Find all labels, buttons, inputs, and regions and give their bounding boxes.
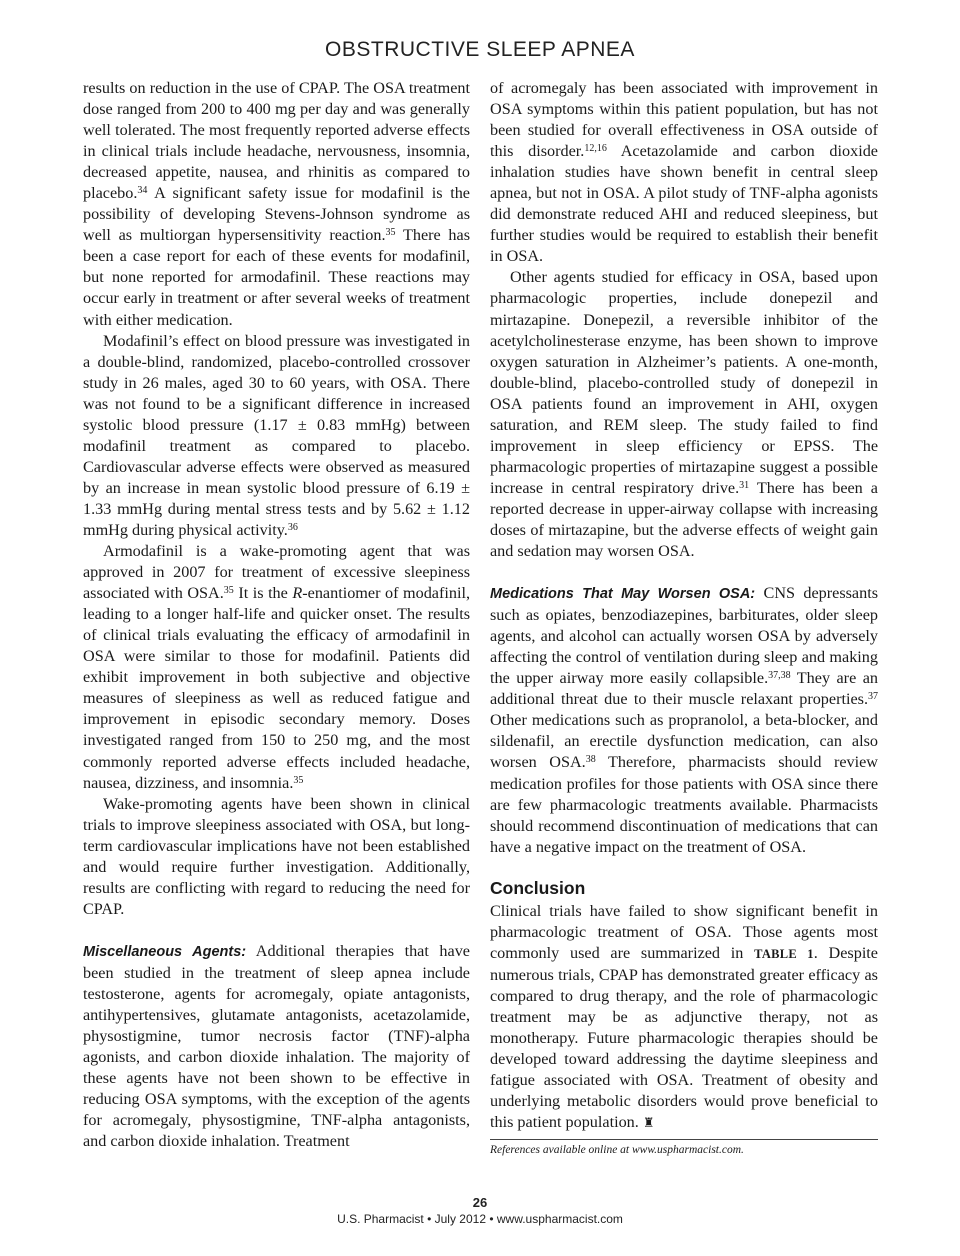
paragraph: Other agents studied for efficacy in OSA, based upon pharmacologic properties, include donepezil and mirtazapine. Donepezil, a reversible inhibitor of the acetylcholinesterase enzyme, has been shown to improve oxygen saturation in Alzheimer’s patients. A one-month, double-blind, placebo-controlled study of donepezil in OSA patients found an improvement in AHI, oxygen saturation, and REM sleep. The study failed to find improvement in sleep efficiency or EPSS. The pharmacologic properties of mirtazapine suggest a possible increase in central respiratory drive.$^{31}$ There has been a reported decrease in upper-airway collapse with increasing doses of mirtazapine, but the adverse effects of weight gain and sedation may worsen OSA. xyxy=(490,268,878,561)
paragraph: Armodafinil is a wake-promoting agent that was approved in 2007 for treatment of excessive sleepiness associated with OSA.$^{35}$ It is the R-enantiomer of modafinil, leading to a longer half-life and quicker onset. The results of clinical trials evaluating the efficacy of armodafinil in OSA were similar to those for modafinil. Patients did exhibit improvement in both subjective and objective measures of sleepiness as well as reduced fatigue and improvement in episodic secondary memory. Doses investigated ranged from 150 to 250 mg, and the most commonly reported adverse effects included headache, nausea, dizziness, and insomnia.$^{35}$ xyxy=(83,542,470,792)
citation: 12,16 xyxy=(584,143,607,155)
citation: 37 xyxy=(868,691,878,703)
paragraph: of acromegaly has been associated with improvement in OSA symptoms within this patient population, but has not been studied for overall effectiveness in OSA outside of this disorder.$^{12,16}$ Acetazolamide and carbon dioxide inhalation studies have shown benefit in central sleep apnea, but not in OSA. A pilot study of TNF-alpha agonists did demonstrate reduced AHI and reduced sleepiness, but further studies would be required to establish their benefit in OSA. xyxy=(490,79,878,266)
citation: 35 xyxy=(385,227,396,239)
references-divider xyxy=(490,1139,878,1140)
table-reference: TABLE 1 xyxy=(754,946,814,961)
citation: 35 xyxy=(293,774,304,786)
paragraph: Miscellaneous Agents: Additional therapies that have been studied in the treatment of sleep apnea include testosterone, agents for acromegaly, opiate antagonists, antihypertensives, glutamate antagonists, acetazolamide, physostigmine, tumor necrosis factor (TNF)-alpha agonists, and carbon dioxide inhalation. The majority of these agents have not been shown to be effective in reducing OSA symptoms, with the exception of the agents for acromegaly, physostigmine, TNF-alpha antagonists, and carbon dioxide inhalation. Treatment xyxy=(83,941,470,1151)
citation: 38 xyxy=(585,754,596,766)
footer-line: U.S. Pharmacist • July 2012 • www.uspharmacist.com xyxy=(337,1212,623,1226)
references-note: References available online at www.uspharmacist.com. xyxy=(490,1144,744,1157)
citation: 36 xyxy=(287,521,298,533)
citation: 34 xyxy=(137,185,148,197)
run-in-heading: Medications That May Worsen OSA: xyxy=(490,586,756,603)
left-column xyxy=(83,78,470,1152)
paragraph: Modafinil’s effect on blood pressure was investigated in a double-blind, randomized, placebo-controlled crossover study in 26 males, aged 30 to 60 years, with OSA. There was not found to be a significant difference in increased systolic blood pressure (1.17 ± 0.83 mmHg) between modafinil treatment as compared to placebo. Cardiovascular adverse effects were observed as measured by an increase in mean systolic blood pressure of 6.19 ± 1.33 mmHg during mental stress tests and by 5.62 ± 1.12 mmHg during physical activity.$^{36}$ xyxy=(83,331,470,539)
running-header: OBSTRUCTIVE SLEEP APNEA xyxy=(325,38,635,61)
paragraph: results on reduction in the use of CPAP. The OSA treatment dose ranged from 200 to 400 mg per day and was generally well tolerated. The most frequently reported adverse effects in clinical trials include headache, nervousness, insomnia, decreased appetite, nausea, and rhinitis as compared to placebo.$^{34}$ A significant safety issue for modafinil is the possibility of developing Stevens-Johnson syndrome as well as multiorgan hypersensitivity reaction.$^{35}$ There has been a case report for each of these events for modafinil, but none reported for armodafinil. These reactions may occur early in treatment or after several weeks of treatment with either medication. xyxy=(83,79,471,329)
paragraph: Wake-promoting agents have been shown in clinical trials to improve sleepiness associated with OSA, but long-term cardiovascular implications have not been established and would require further investigation. Additionally, results are conflicting with regard to reducing the need for CPAP. xyxy=(83,794,470,918)
run-in-heading: Miscellaneous Agents: xyxy=(83,943,247,960)
citation: 37,38 xyxy=(768,670,791,682)
page-number: 26 xyxy=(472,1195,488,1210)
paragraph: Clinical trials have failed to show significant benefit in pharmacologic treatment of OSA. Those agents most commonly used are summarized in TABLE 1. Despite numerous trials, CPAP has demonstrated greater efficacy as compared to drug therapy, and the role of pharmacologic treatment may be as adjunctive therapy, not as monotherapy. Future pharmacologic therapies should be developed toward addressing the daytime sleepiness and fatigue associated with OSA. Treatment of obesity and underlying metabolic disorders would prove beneficial to this patient population. ♜ xyxy=(490,901,878,1132)
citation: 35 xyxy=(223,585,234,597)
citation: 31 xyxy=(739,479,750,491)
end-of-article-icon: ♜ xyxy=(642,1115,655,1131)
paragraph: Medications That May Worsen OSA: CNS depressants such as opiates, benzodiazepines, barbiturates, older sleep agents, and alcohol can actually worsen OSA by adversely affecting the control of ventilation during sleep and making the upper airway more easily collapsible.$^{37,38}$ They are an additional threat due to their muscle relaxant properties.$^{37}$ Other medications such as propranolol, a beta-blocker, and sildenafil, an erectile dysfunction medication, can also worsen OSA.$^{38}$ Therefore, pharmacists should review medication profiles for those patients with OSA since there are few pharmacologic treatments available. Pharmacists should recommend discontinuation of medications that can have a negative impact on the treatment of OSA. xyxy=(490,584,878,856)
section-heading-conclusion: Conclusion xyxy=(490,877,586,898)
right-column xyxy=(490,78,878,1157)
